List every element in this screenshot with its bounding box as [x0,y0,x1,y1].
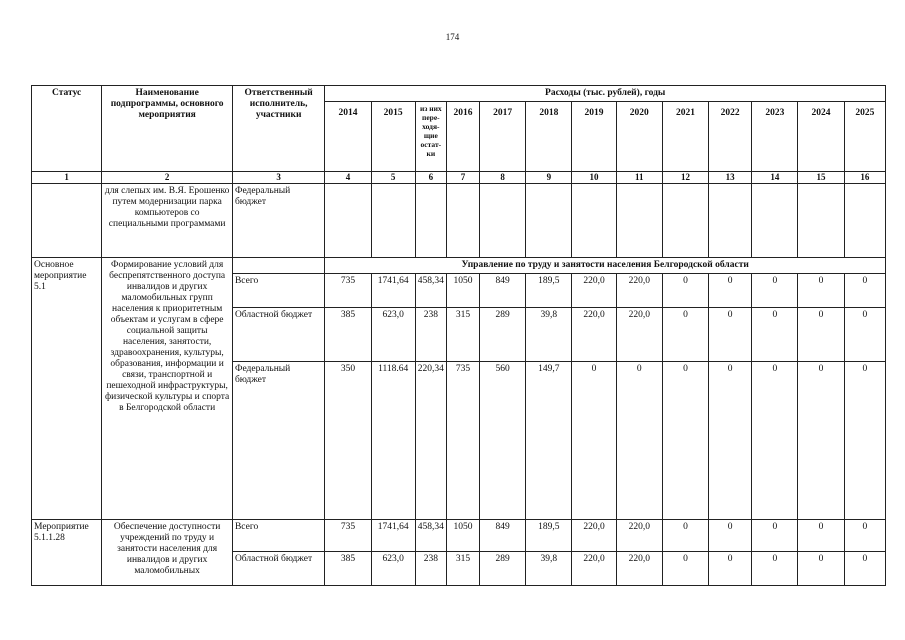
source-cell: Федеральный бюджет [232,362,324,520]
header-responsible: Ответственный исполнитель, участники [232,86,324,172]
col-index: 1 [32,172,102,184]
value-cell: 0 [709,274,752,308]
year-cell: 2025 [844,102,885,172]
value-cell: 289 [480,552,526,586]
col-index: 9 [526,172,572,184]
value-cell: 0 [798,362,844,520]
value-cell: 0 [844,552,885,586]
value-cell: 189,5 [526,274,572,308]
value-cell: 289 [480,308,526,362]
value-cell: 1050 [446,520,479,552]
value-cell: 849 [480,520,526,552]
col-index: 4 [325,172,371,184]
value-cell: 220,0 [572,274,616,308]
source-cell: Всего [232,520,324,552]
source-cell: Областной бюджет [232,308,324,362]
value-cell: 0 [662,362,708,520]
value-cell: 189,5 [526,520,572,552]
value-cell: 39,8 [526,308,572,362]
value-cell: 0 [709,308,752,362]
value-cell: 220,0 [616,520,662,552]
year-cell: 2022 [709,102,752,172]
value-cell: 220,0 [572,308,616,362]
page-number: 174 [445,32,460,42]
status-cell: Мероприятие 5.1.1.28 [32,520,102,586]
source-cell: Областной бюджет [232,552,324,586]
value-cell: 0 [662,552,708,586]
col-index: 14 [752,172,798,184]
value-cell: 1741,64 [371,520,415,552]
value-cell: 220,0 [616,274,662,308]
value-cell: 0 [709,520,752,552]
col-index: 15 [798,172,844,184]
year-cell: 2018 [526,102,572,172]
value-cell: 220,34 [415,362,446,520]
name-cell: Формирование условий для беспрепятственного доступа инвалидов и других маломобильных групп населения к приоритетным объектам и услугам в сфере социальной защиты населения, занятости, здравоохранения, культуры, образования, информации и связи, транспортной и пешеходной инфраструктуры, физической культуры и спорта в Белгородской области [102,258,233,520]
col-index: 2 [102,172,233,184]
value-cell: 0 [709,362,752,520]
year-cell: 2021 [662,102,708,172]
table-row [32,520,886,552]
value-cell: 0 [798,274,844,308]
name-cell: Обеспечение доступности учреждений по труду и занятости населения для инвалидов и других маломобильных [102,520,233,586]
value-cell: 458,34 [415,274,446,308]
value-cell: 220,0 [572,552,616,586]
value-cell: 735 [325,520,371,552]
value-cell: 220,0 [616,308,662,362]
organization-label: Управление по труду и занятости населения Белгородской области [325,258,886,274]
value-cell: 315 [446,308,479,362]
year-cell: 2023 [752,102,798,172]
col-index: 6 [415,172,446,184]
col-index: 10 [572,172,616,184]
value-cell: 1118.64 [371,362,415,520]
column-index-row [32,172,886,184]
value-cell: 849 [480,274,526,308]
year-cell-remainders: из них пере-ходя-щие остат-ки [415,102,446,172]
source-cell: Всего [232,274,324,308]
value-cell: 0 [752,362,798,520]
value-cell: 220,0 [572,520,616,552]
year-cell: 2014 [325,102,371,172]
name-cell: для слепых им. В.Я. Ерошенко путем модернизации парка компьютеров со специальными программами [102,184,233,258]
value-cell: 1741,64 [371,274,415,308]
year-cell: 2020 [616,102,662,172]
value-cell: 238 [415,308,446,362]
col-index: 13 [709,172,752,184]
col-index: 12 [662,172,708,184]
table-row [32,184,886,258]
value-cell: 623,0 [371,308,415,362]
col-index: 16 [844,172,885,184]
year-cell: 2024 [798,102,844,172]
status-cell [32,184,102,258]
status-cell: Основное мероприятие 5.1 [32,258,102,520]
value-cell: 0 [752,274,798,308]
source-cell [232,258,324,274]
value-cell: 0 [662,274,708,308]
value-cell: 350 [325,362,371,520]
value-cell: 0 [752,552,798,586]
value-cell: 735 [446,362,479,520]
header-status: Статус [32,86,102,172]
year-cell: 2019 [572,102,616,172]
value-cell: 623,0 [371,552,415,586]
value-cell: 220,0 [616,552,662,586]
value-cell: 385 [325,308,371,362]
value-cell: 0 [572,362,616,520]
value-cell: 0 [616,362,662,520]
value-cell: 149,7 [526,362,572,520]
year-cell: 2017 [480,102,526,172]
col-index: 3 [232,172,324,184]
col-index: 8 [480,172,526,184]
value-cell: 39,8 [526,552,572,586]
value-cell: 385 [325,552,371,586]
value-cell: 0 [662,308,708,362]
header-name: Наименование подпрограммы, основного мероприятия [102,86,233,172]
value-cell: 0 [798,308,844,362]
value-cell: 0 [709,552,752,586]
year-cell: 2015 [371,102,415,172]
table-row [32,258,886,274]
value-cell: 315 [446,552,479,586]
col-index: 7 [446,172,479,184]
col-index: 5 [371,172,415,184]
header-expenses: Расходы (тыс. рублей), годы [325,86,886,102]
value-cell: 1050 [446,274,479,308]
value-cell: 0 [752,308,798,362]
value-cell: 0 [752,520,798,552]
value-cell: 0 [662,520,708,552]
value-cell: 238 [415,552,446,586]
value-cell: 0 [844,520,885,552]
value-cell: 0 [844,362,885,520]
value-cell: 0 [798,552,844,586]
value-cell: 0 [844,308,885,362]
year-cell: 2016 [446,102,479,172]
value-cell: 560 [480,362,526,520]
expenses-table [31,85,886,586]
value-cell: 0 [798,520,844,552]
value-cell: 458,34 [415,520,446,552]
value-cell: 0 [844,274,885,308]
col-index: 11 [616,172,662,184]
source-cell: Федеральный бюджет [232,184,324,258]
value-cell: 735 [325,274,371,308]
